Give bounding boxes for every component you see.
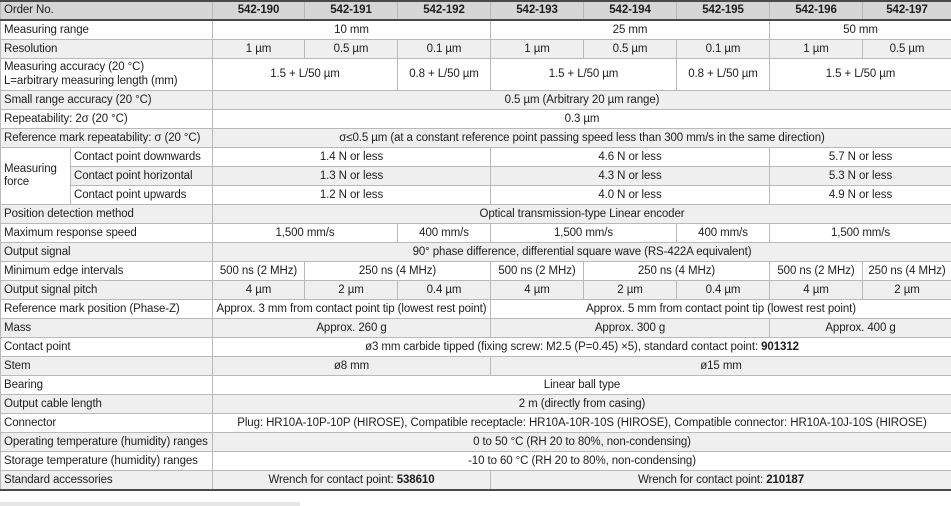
- row-min-edge-intervals: [1, 262, 951, 281]
- cell-value: 10 mm: [213, 20, 491, 40]
- row-label: Reference mark repeatability: σ (20 °C): [1, 129, 213, 148]
- row-label: Storage temperature (humidity) ranges: [1, 452, 213, 471]
- cell-value: 0.5 µm: [305, 40, 398, 59]
- cell-value: 0.4 µm: [677, 281, 770, 300]
- cell-value: ø8 mm: [213, 357, 491, 376]
- cell-value: 4 µm: [213, 281, 305, 300]
- model-542-191: 542-191: [305, 1, 398, 20]
- cell-value: 4.0 N or less: [491, 186, 770, 205]
- cell-value: 0 to 50 °C (RH 20 to 80%, non-condensing): [213, 433, 951, 452]
- label-line: L=arbitrary measuring length (mm): [4, 74, 178, 87]
- row-label: Output signal: [1, 243, 213, 262]
- row-force-horizontal: [1, 167, 951, 186]
- row-label: Standard accessories: [1, 471, 213, 491]
- row-connector: [1, 414, 951, 433]
- row-label: Reference mark position (Phase-Z): [1, 300, 213, 319]
- value-text: ø3 mm carbide tipped (fixing screw: M2.5 (P=0.45) ×5), standard contact point:: [365, 340, 762, 353]
- row-resolution: [1, 40, 951, 59]
- cell-value: 4.9 N or less: [770, 186, 951, 205]
- cell-value: Optical transmission-type Linear encoder: [213, 205, 951, 224]
- cell-value: 1.5 + L/50 µm: [213, 59, 398, 91]
- row-small-range-accuracy: [1, 91, 951, 110]
- cell-value: 4 µm: [770, 281, 863, 300]
- row-label: Contact point downwards: [71, 148, 213, 167]
- row-label: Resolution: [1, 40, 213, 59]
- cell-value: 4.6 N or less: [491, 148, 770, 167]
- cell-value: 25 mm: [491, 20, 770, 40]
- cell-value: 50 mm: [770, 20, 951, 40]
- row-bearing: [1, 376, 951, 395]
- cell-value: [491, 471, 951, 491]
- row-label: Position detection method: [1, 205, 213, 224]
- cell-value: 0.1 µm: [677, 40, 770, 59]
- row-label: Minimum edge intervals: [1, 262, 213, 281]
- cell-value: 0.8 + L/50 µm: [677, 59, 770, 91]
- row-operating-temperature: [1, 433, 951, 452]
- bottom-shade-strip: [0, 502, 300, 506]
- cell-value: 1.5 + L/50 µm: [491, 59, 677, 91]
- row-force-upwards: [1, 186, 951, 205]
- cell-value: Approx. 5 mm from contact point tip (lowest rest point): [491, 300, 951, 319]
- row-label: Connector: [1, 414, 213, 433]
- cell-value: Approx. 260 g: [213, 319, 491, 338]
- row-label: [1, 59, 213, 91]
- row-reference-mark-position: [1, 300, 951, 319]
- cell-value: Approx. 300 g: [491, 319, 770, 338]
- cell-value: 0.8 + L/50 µm: [398, 59, 491, 91]
- cell-value: 0.5 µm (Arbitrary 20 µm range): [213, 91, 951, 110]
- measuring-force-group-label: [1, 148, 71, 205]
- cell-value: 5.3 N or less: [770, 167, 951, 186]
- row-label: Contact point: [1, 338, 213, 357]
- cell-value: Approx. 3 mm from contact point tip (lowest rest point): [213, 300, 491, 319]
- row-label: Small range accuracy (20 °C): [1, 91, 213, 110]
- cell-value: 4 µm: [491, 281, 584, 300]
- row-measuring-range: [1, 20, 951, 40]
- cell-value: 250 ns (4 MHz): [305, 262, 491, 281]
- cell-value: 2 µm: [584, 281, 677, 300]
- model-542-193: 542-193: [491, 1, 584, 20]
- row-label: Mass: [1, 319, 213, 338]
- cell-value: 500 ns (2 MHz): [770, 262, 863, 281]
- cell-value: 1.5 + L/50 µm: [770, 59, 951, 91]
- label-line: force: [4, 176, 30, 188]
- cell-value: 250 ns (4 MHz): [863, 262, 951, 281]
- label-line: Measuring accuracy (20 °C): [4, 61, 145, 74]
- cell-value: ø15 mm: [491, 357, 951, 376]
- row-label: Maximum response speed: [1, 224, 213, 243]
- cell-value: Linear ball type: [213, 376, 951, 395]
- cell-value: [213, 338, 951, 357]
- row-output-cable-length: [1, 395, 951, 414]
- cell-value: 0.3 µm: [213, 110, 951, 129]
- cell-value: 500 ns (2 MHz): [491, 262, 584, 281]
- row-label: Measuring range: [1, 20, 213, 40]
- model-542-197: 542-197: [863, 1, 951, 20]
- part-number: 210187: [766, 473, 804, 486]
- model-542-196: 542-196: [770, 1, 863, 20]
- model-542-194: 542-194: [584, 1, 677, 20]
- row-storage-temperature: [1, 452, 951, 471]
- row-label: Output cable length: [1, 395, 213, 414]
- cell-value: 1 µm: [213, 40, 305, 59]
- value-text: Wrench for contact point:: [268, 473, 397, 486]
- cell-value: 0.1 µm: [398, 40, 491, 59]
- part-number: 901312: [761, 340, 799, 353]
- cell-value: 1,500 mm/s: [491, 224, 677, 243]
- cell-value: 0.5 µm: [584, 40, 677, 59]
- cell-value: 1 µm: [770, 40, 863, 59]
- row-measuring-accuracy: [1, 59, 951, 91]
- row-standard-accessories: [1, 471, 951, 491]
- cell-value: [213, 471, 491, 491]
- cell-value: 4.3 N or less: [491, 167, 770, 186]
- order-no-label: Order No.: [1, 1, 213, 20]
- cell-value: 250 ns (4 MHz): [584, 262, 770, 281]
- part-number: 538610: [396, 473, 435, 486]
- cell-value: 2 m (directly from casing): [213, 395, 951, 414]
- row-max-response-speed: [1, 224, 951, 243]
- cell-value: 1 µm: [491, 40, 584, 59]
- cell-value: 2 µm: [863, 281, 951, 300]
- row-force-downwards: [1, 148, 951, 167]
- row-label: Contact point horizontal: [71, 167, 213, 186]
- row-label: Operating temperature (humidity) ranges: [1, 433, 213, 452]
- cell-value: 1.3 N or less: [213, 167, 491, 186]
- cell-value: 1,500 mm/s: [213, 224, 398, 243]
- cell-value: -10 to 60 °C (RH 20 to 80%, non-condensing): [213, 452, 951, 471]
- value-text: Wrench for contact point:: [637, 473, 767, 486]
- cell-value: 5.7 N or less: [770, 148, 951, 167]
- cell-value: 1.4 N or less: [213, 148, 491, 167]
- row-position-detection: [1, 205, 951, 224]
- model-542-190: 542-190: [213, 1, 305, 20]
- cell-value: 1.2 N or less: [213, 186, 491, 205]
- cell-value: 0.5 µm: [863, 40, 951, 59]
- header-row: [1, 1, 951, 20]
- row-mass: [1, 319, 951, 338]
- row-label: Output signal pitch: [1, 281, 213, 300]
- row-output-signal-pitch: [1, 281, 951, 300]
- row-contact-point: [1, 338, 951, 357]
- cell-value: 500 ns (2 MHz): [213, 262, 305, 281]
- cell-value: 400 mm/s: [398, 224, 491, 243]
- row-output-signal: [1, 243, 951, 262]
- row-label: Bearing: [1, 376, 213, 395]
- row-label: Contact point upwards: [71, 186, 213, 205]
- row-label: Repeatability: 2σ (20 °C): [1, 110, 213, 129]
- row-repeatability: [1, 110, 951, 129]
- label-line: Measuring: [4, 162, 57, 175]
- cell-value: 0.4 µm: [398, 281, 491, 300]
- cell-value: 90° phase difference, differential square wave (RS-422A equivalent): [213, 243, 951, 262]
- row-reference-mark-repeatability: [1, 129, 951, 148]
- row-stem: [1, 357, 951, 376]
- cell-value: 2 µm: [305, 281, 398, 300]
- cell-value: Plug: HR10A-10P-10P (HIROSE), Compatible receptacle: HR10A-10R-10S (HIROSE), Compatible connector: HR10A-10J-10S (HIROSE): [213, 414, 951, 433]
- cell-value: 1,500 mm/s: [770, 224, 951, 243]
- cell-value: 400 mm/s: [677, 224, 770, 243]
- model-542-195: 542-195: [677, 1, 770, 20]
- cell-value: σ≤0.5 µm (at a constant reference point passing speed less than 300 mm/s in the same direction): [213, 129, 951, 148]
- cell-value: Approx. 400 g: [770, 319, 951, 338]
- model-542-192: 542-192: [398, 1, 491, 20]
- row-label: Stem: [1, 357, 213, 376]
